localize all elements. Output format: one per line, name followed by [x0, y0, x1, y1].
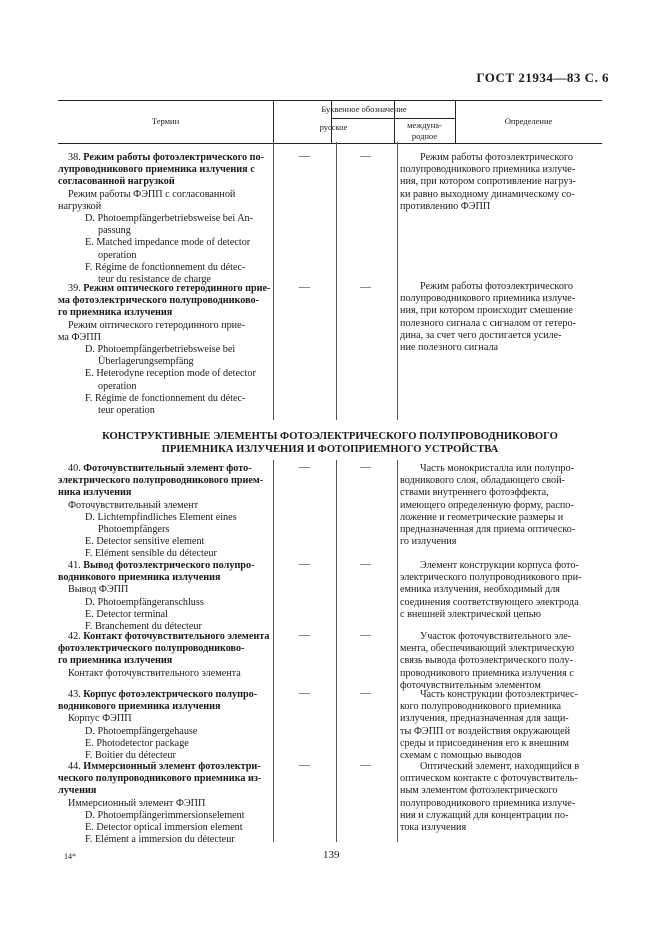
russian-designation: — — [299, 629, 310, 641]
page-header: ГОСТ 21934—83 С. 6 — [476, 70, 609, 85]
definition-text: Режим работы фотоэлектрического полупроводникового приемника излуче- ния, при котором сопротивление нагруз- ки равно выходному динамическому со- противлению ФЭПП — [400, 152, 576, 212]
column-divider — [273, 460, 274, 842]
term-text: 43. Корпус фотоэлектрического полупро- водникового приемника излучения Корпус ФЭПП D. Photoempfängergehause E. Photodetector package F. Boitier du détecteur — [58, 689, 258, 762]
definition-column-header: Определение — [504, 116, 553, 126]
russian-column-header: русское — [319, 122, 348, 132]
term-text: 44. Иммерсионный элемент фотоэлектри- ческого полупроводникового приемника из- лучения Иммерсионный элемент ФЭПП D. Photoempfängerimmersionselement E. Detector optical immersion element F. Elément a immersion du détecteur — [58, 761, 262, 846]
international-designation: — — [360, 687, 371, 699]
russian-designation: — — [299, 150, 310, 162]
russian-designation: — — [299, 759, 310, 771]
russian-designation: — — [299, 461, 310, 473]
definition-text: Оптический элемент, находящийся в оптическом контакте с фоточувствитель- ным элементом фотоэлектрического полупроводникового приемника излуче- ния и служащий для концентрации по- тока излучения — [400, 761, 580, 834]
term-text: 39. Режим оптического гетеродинного прие- ма фотоэлектрического полупроводниково- го приемника излучения Режим оптического гетеродинного прие- ма ФЭПП D. Photoempfängerbetriebsweise bei Überlagerungsempfäng E. Heterodyne reception mode of detector operation F. Régime de fonctionnement du détec- teur operation — [58, 283, 271, 417]
definition-text: Элемент конструкции корпуса фото- электрического полупроводникового при- емника излучения, необходимый для соединения соответствующего электрода с внешней электрической цепью — [400, 560, 582, 620]
column-divider — [397, 142, 398, 420]
term-text: 41. Вывод фотоэлектрического полупро- водникового приемника излучения Вывод ФЭПП D. Photoempfängeranschluss E. Detector terminal F. Branchement du détecteur — [58, 560, 255, 633]
russian-designation: — — [299, 281, 310, 293]
definition-text: Часть конструкции фотоэлектричес- кого полупроводникового приемника излучения, предназначенная для защи- ты ФЭПП от воздействия окружающей среды и присоединения его к внешним схемам с помощью выводов — [400, 689, 578, 762]
section-title: КОНСТРУКТИВНЫЕ ЭЛЕМЕНТЫ ФОТОЭЛЕКТРИЧЕСКОГО ПОЛУПРОВОДНИКОВОГО ПРИЕМНИКА ИЗЛУЧЕНИЯ И ФОТОПРИЕМНОГО УСТРОЙСТВА — [102, 431, 558, 455]
column-divider — [336, 460, 337, 842]
table-header — [58, 100, 602, 144]
column-divider — [273, 142, 274, 420]
term-column-header: Термин — [151, 116, 180, 126]
russian-designation: — — [299, 687, 310, 699]
international-designation: — — [360, 558, 371, 570]
international-designation: — — [360, 629, 371, 641]
footer-signature-mark: 14* — [64, 852, 76, 861]
international-designation: — — [360, 461, 371, 473]
term-text: 38. Режим работы фотоэлектрического по- лупроводникового приемника излучения с согласованной нагрузкой Режим работы ФЭПП с согласованной нагрузкой D. Photoempfängerbetriebsweise bei An- passung E. Matched impedance mode of detector operation F. Régime de fonctionnement du détec- teur du resistance de charge — [58, 152, 265, 286]
international-designation: — — [360, 759, 371, 771]
definition-text: Режим работы фотоэлектрического полупроводникового приемника излуче- ния, при котором происходит смешение полезного сигнала с сигналом от гетеро- дина, за счет чего достигается усиле- ние полезного сигнала — [400, 281, 576, 354]
international-designation: — — [360, 281, 371, 293]
definition-text: Часть монокристалла или полупро- водникового слоя, обладающего свой- ствами внутреннего фотоэффекта, имеющего определенную форму, распо- ложение и геометрические размеры и предназначенная для приема оптическо- го излучения — [400, 463, 576, 548]
term-text: 42. Контакт фоточувствительного элемента фотоэлектрического полупроводниково- го приемника излучения Контакт фоточувствительного элемента — [58, 631, 270, 679]
page-number: 139 — [323, 849, 340, 861]
column-divider — [397, 460, 398, 842]
definition-text: Участок фоточувствительного эле- мента, обеспечивающий электрическую связь вывода фотоэлектрического полу- проводникового приемника излучения с фоточувствительным элементом — [400, 631, 575, 691]
letter-designation-header: Буквенное обозначение — [321, 104, 407, 114]
russian-designation: — — [299, 558, 310, 570]
term-text: 40. Фоточувствительный элемент фото- электрического полупроводникового прием- ника излучения Фоточувствительный элемент D. Lichtempfindliches Element eines Photoempfängers E. Detector sensitive element F. Elément sensible du détecteur — [58, 463, 264, 560]
international-column-header: междуна- родное — [407, 120, 442, 141]
column-divider — [336, 142, 337, 420]
international-designation: — — [360, 150, 371, 162]
